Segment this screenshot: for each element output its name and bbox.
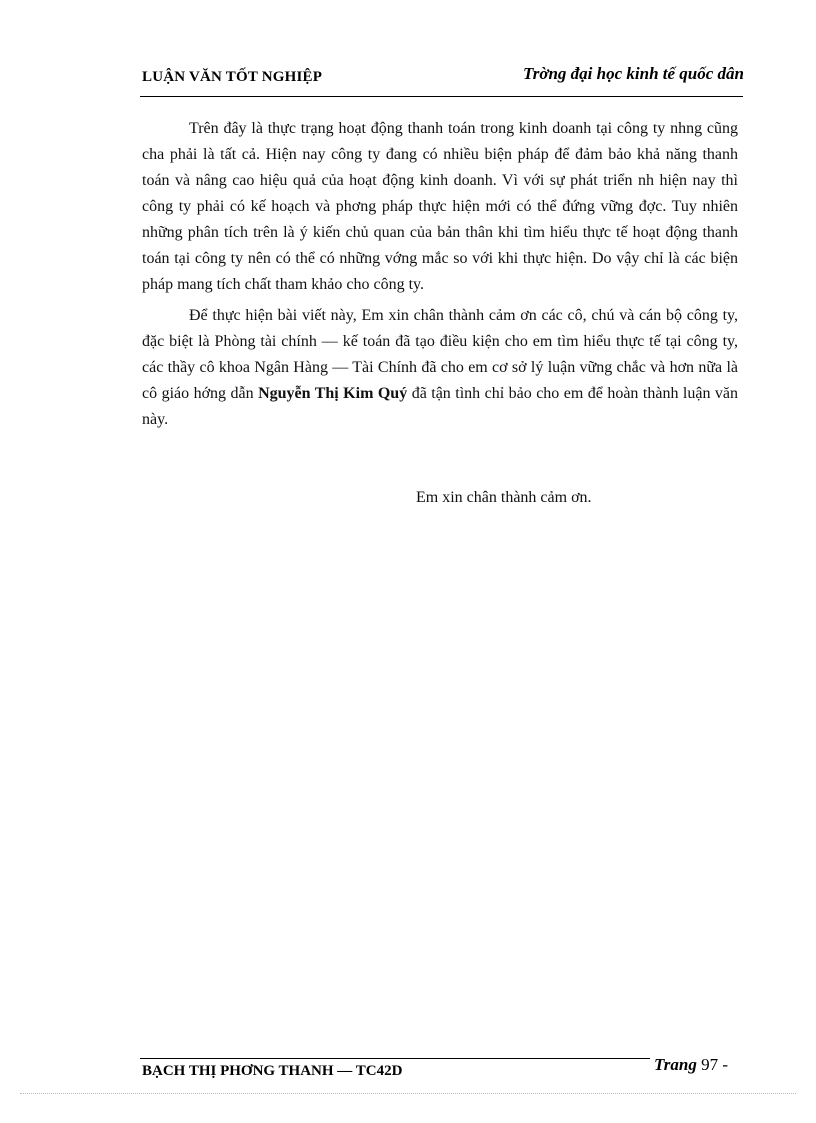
paragraph-2: [142, 303, 738, 433]
header-thesis-title: LUẬN VĂN TỐT NGHIỆP: [142, 69, 323, 85]
paragraph-2-text: Để thực hiện bài viết này, Em xin chân thành cảm ơn các cô, chú và cán bộ công ty, đặc biệt là Phòng tài chính — kế toán đã tạo điều kiện cho em tìm hiểu thực tế tại công ty, các thầy cô khoa Ngân Hàng — Tài Chính đã cho em cơ sở lý luận vững chắc và hơn nữa là cô giáo hớng dẫn: [142, 307, 738, 402]
footer-page: [654, 1055, 728, 1075]
page-label: Trang: [654, 1055, 697, 1074]
page-number: 97 -: [701, 1055, 728, 1074]
body-text: [142, 116, 738, 438]
paragraph-1: Trên đây là thực trạng hoạt động thanh toán trong kinh doanh tại công ty nhng cũng cha phải là tất cả. Hiện nay công ty đang có nhiều biện pháp để đảm bảo khả năng thanh toán và nâng cao hiệu quả của hoạt động kinh doanh. Vì với sự phát triển nh hiện nay thì công ty phải có kế hoạch và phơng pháp thực hiện mới có thể đứng vững đợc. Tuy nhiên những phân tích trên là ý kiến chủ quan của bản thân khi tìm hiểu thực tế hoạt động thanh toán tại công ty nên có thể có những vớng mắc so với khi thực hiện. Do vậy chỉ là các biện pháp mang tích chất tham khảo cho công ty.: [142, 120, 738, 293]
footer-divider: [140, 1058, 650, 1059]
closing-thanks: Em xin chân thành cảm ơn.: [416, 489, 592, 506]
page-bottom-border: [20, 1093, 796, 1094]
header-divider: [140, 96, 743, 97]
footer-author: BẠCH THỊ PHƠNG THANH — TC42D: [142, 1063, 403, 1078]
advisor-name: Nguyễn Thị Kim Quý: [258, 385, 408, 402]
header-university: Trờng đại học kinh tế quốc dân: [522, 64, 744, 83]
paragraph-2-ending: đã tận tình chỉ bảo cho em để hoàn thành luận văn này.: [142, 385, 739, 428]
